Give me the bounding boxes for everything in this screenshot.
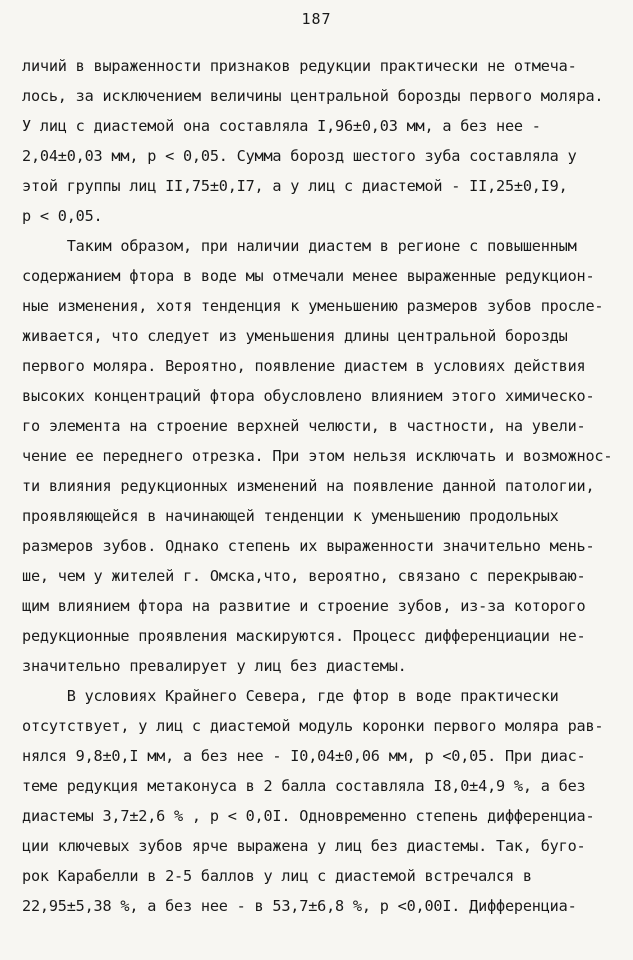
text-line: проявляющейся в начинающей тенденции к уменьшению продольных (22, 507, 559, 525)
text-line: размеров зубов. Однако степень их выраженности значительно мень- (22, 537, 595, 555)
text-line: 22,95±5,38 %, а без нее - в 53,7±6,8 %, р <0,00I. Дифференциа- (22, 897, 577, 915)
text-line: отсутствует, у лиц с диастемой модуль коронки первого моляра рав- (22, 717, 604, 735)
text-line: щим влиянием фтора на развитие и строение зубов, из-за которого (22, 597, 586, 615)
text-line: высоких концентраций фтора обусловлено влиянием этого химическо- (22, 387, 595, 405)
text-line: В условиях Крайнего Севера, где фтор в воде практически (22, 687, 559, 705)
text-line: этой группы лиц II,75±0,I7, а у лиц с диастемой - II,25±0,I9, (22, 177, 568, 195)
text-line: нялся 9,8±0,I мм, а без нее - I0,04±0,06 мм, р <0,05. При диас- (22, 747, 586, 765)
text-line: р < 0,05. (22, 207, 103, 225)
text-line: Таким образом, при наличии диастем в регионе с повышенным (22, 237, 577, 255)
page-number: 187 (301, 10, 332, 28)
text-line: ше, чем у жителей г. Омска,что, вероятно, связано с перекрываю- (22, 567, 586, 585)
text-line: лось, за исключением величины центральной борозды первого моляра. (22, 87, 604, 105)
text-line: живается, что следует из уменьшения длины центральной борозды (22, 327, 568, 345)
text-line: чение ее переднего отрезка. При этом нельзя исключать и возможнос- (22, 447, 613, 465)
text-line: ные изменения, хотя тенденция к уменьшению размеров зубов просле- (22, 297, 604, 315)
text-line: У лиц с диастемой она составляла I,96±0,03 мм, а без нее - (22, 117, 541, 135)
text-line: редукционные проявления маскируются. Процесс дифференциации не- (22, 627, 586, 645)
text-line: диастемы 3,7±2,6 % , р < 0,0I. Одновременно степень дифференциа- (22, 807, 595, 825)
text-line: рок Карабелли в 2-5 баллов у лиц с диастемой встречался в (22, 867, 532, 885)
text-line: первого моляра. Вероятно, появление диастем в условиях действия (22, 357, 586, 375)
text-line: содержанием фтора в воде мы отмечали менее выраженные редукцион- (22, 267, 595, 285)
text-line: ти влияния редукционных изменений на появление данной патологии, (22, 477, 595, 495)
text-line: го элемента на строение верхней челюсти, в частности, на увели- (22, 417, 586, 435)
text-line: 2,04±0,03 мм, р < 0,05. Сумма борозд шестого зуба составляла у (22, 147, 577, 165)
text-line: ции ключевых зубов ярче выражена у лиц без диастемы. Так, бугo- (22, 837, 586, 855)
text-line: личий в выраженности признаков редукции практически не отмеча- (22, 57, 577, 75)
text-line: значительно превалирует у лиц без диастемы. (22, 657, 407, 675)
text-line: теме редукция метаконуса в 2 балла составляла I8,0±4,9 %, а без (22, 777, 586, 795)
